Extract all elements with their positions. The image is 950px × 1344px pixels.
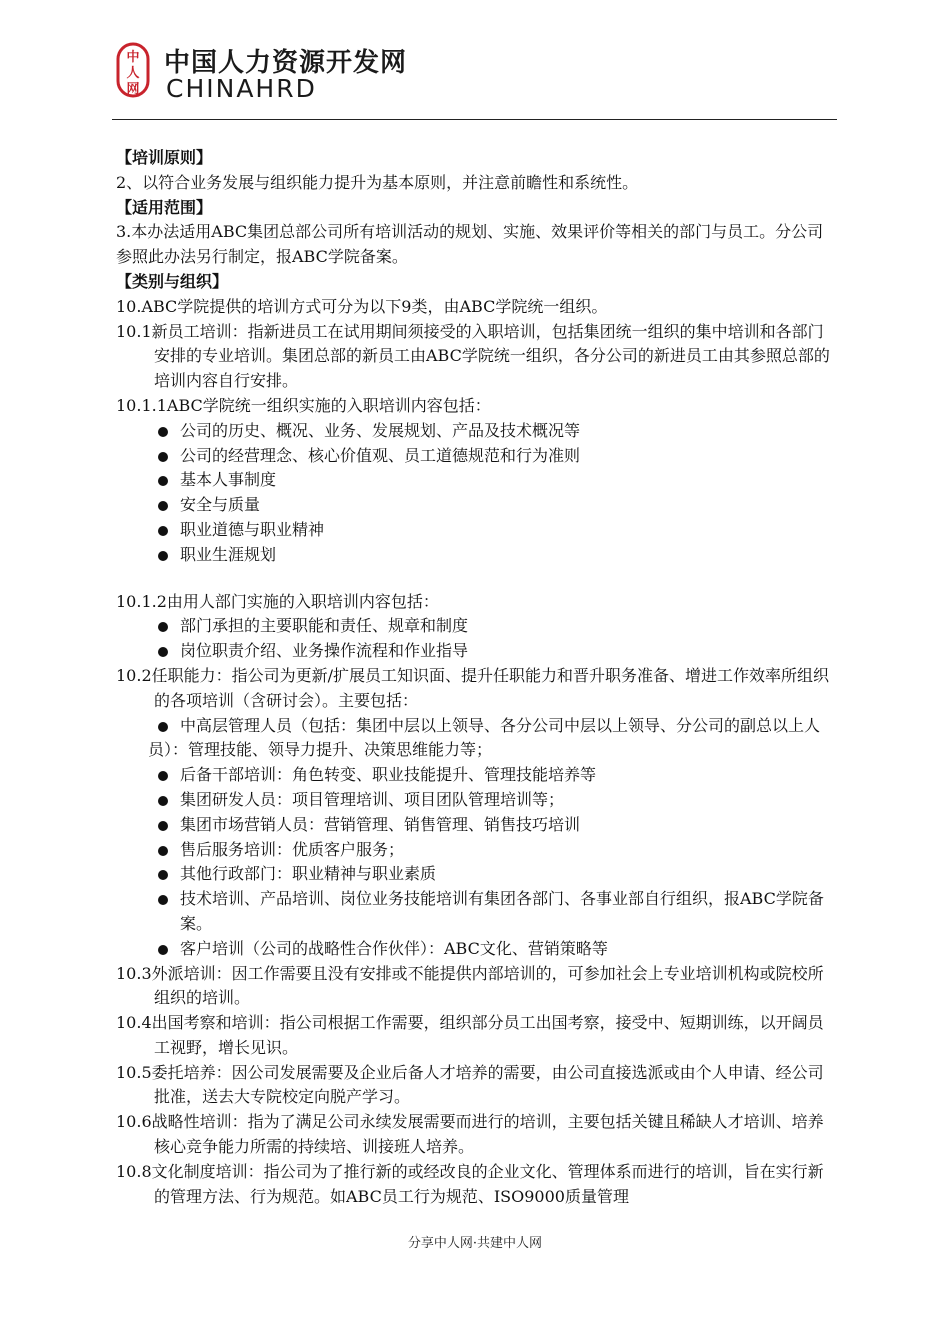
document-body xyxy=(116,146,838,1209)
paragraph: 10.5委托培养：因公司发展需要及企业后备人才培养的需要，由公司直接选派或由个人申请、经公司批准，送去大专院校定向脱产学习。 xyxy=(116,1062,824,1107)
svg-text:中: 中 xyxy=(126,50,140,65)
paragraph: 10.3外派培训：因工作需要且没有安排或不能提供内部培训的，可参加社会上专业培训机构或院校所组织的培训。 xyxy=(116,963,824,1008)
section-title-principle: 【培训原则】 xyxy=(116,148,213,167)
list-item: 岗位职责介绍、业务操作流程和作业指导 xyxy=(116,639,838,664)
bullet-icon xyxy=(158,821,168,831)
bullet-list xyxy=(116,419,838,568)
section-title-category: 【类别与组织】 xyxy=(116,271,229,291)
bullet-icon xyxy=(158,501,168,511)
paragraph: 10.4出国考察和培训：指公司根据工作需要，组织部分员工出国考察，接受中、短期训练，以开阔员工视野，增长见识。 xyxy=(116,1013,824,1057)
list-item: 职业道德与职业精神 xyxy=(116,518,838,543)
bullet-icon xyxy=(158,622,168,632)
paragraph: 10.1.2由用人部门实施的入职培训内容包括： xyxy=(116,591,439,611)
list-item: 部门承担的主要职能和责任、规章和制度 xyxy=(116,614,838,639)
list-item: 其他行政部门：职业精神与职业素质 xyxy=(116,862,838,887)
bullet-icon xyxy=(158,895,168,905)
paragraph: 3.本办法适用ABC集团总部公司所有培训活动的规划、实施、效果评价等相关的部门与员工。分公司参照此办法另行制定，报ABC学院备案。 xyxy=(116,222,824,267)
bullet-list xyxy=(116,614,838,664)
bullet-icon xyxy=(158,771,168,781)
paragraph: 10.ABC学院提供的培训方式可分为以下9类，由ABC学院统一组织。 xyxy=(116,296,608,316)
paragraph: 10.1新员工培训：指新进员工在试用期间须接受的入职培训，包括集团统一组织的集中培训和各部门安排的专业培训。集团总部的新员工由ABC学院统一组织，各分公司的新进员工由其参照总部的培训内容自行安排。 xyxy=(116,321,830,391)
svg-text:网: 网 xyxy=(126,82,140,97)
bullet-icon xyxy=(158,427,168,437)
list-item: 基本人事制度 xyxy=(116,468,838,493)
header-divider xyxy=(112,119,837,120)
paragraph: 10.6战略性培训：指为了满足公司永续发展需要而进行的培训，主要包括关键且稀缺人才培训、培养核心竞争能力所需的持续培、训接班人培养。 xyxy=(116,1112,824,1157)
paragraph: 10.8文化制度培训：指公司为了推行新的或经改良的企业文化、管理体系而进行的培训，旨在实行新的管理方法、行为规范。如ABC员工行为规范、ISO9000质量管理 xyxy=(116,1161,824,1206)
list-item: 技术培训、产品培训、岗位业务技能培训有集团各部门、各事业部自行组织，报ABC学院备案。 xyxy=(116,887,838,937)
bullet-icon xyxy=(158,846,168,856)
svg-text:人: 人 xyxy=(126,66,140,81)
list-item: 公司的历史、概况、业务、发展规划、产品及技术概况等 xyxy=(116,419,838,444)
bullet-icon xyxy=(158,722,168,732)
section-title-scope: 【适用范围】 xyxy=(116,197,213,217)
list-item: 客户培训（公司的战略性合作伙伴）：ABC文化、营销策略等 xyxy=(116,937,838,962)
list-item: 职业生涯规划 xyxy=(116,543,838,568)
page-footer: 分享中人网·共建中人网 xyxy=(407,1236,543,1251)
list-item: 集团研发人员：项目管理培训、项目团队管理培训等； xyxy=(116,788,838,813)
bullet-icon xyxy=(158,945,168,955)
logo-chinese-name: 中国人力资源开发网 xyxy=(164,48,408,78)
bullet-icon xyxy=(158,870,168,880)
bullet-list xyxy=(116,714,838,962)
list-item: 售后服务培训：优质客户服务； xyxy=(116,838,838,863)
list-item: 集团市场营销人员：营销管理、销售管理、销售技巧培训 xyxy=(116,813,838,838)
paragraph: 2、以符合业务发展与组织能力提升为基本原则，并注意前瞻性和系统性。 xyxy=(116,172,639,192)
page-header xyxy=(112,40,837,120)
chinahrd-logo-icon xyxy=(112,40,156,100)
bullet-icon xyxy=(158,551,168,561)
bullet-icon xyxy=(158,647,168,657)
list-item: 安全与质量 xyxy=(116,493,838,518)
logo-english-name: CHINAHRD xyxy=(166,74,317,103)
list-item: 公司的经营理念、核心价值观、员工道德规范和行为准则 xyxy=(116,444,838,469)
bullet-icon xyxy=(158,796,168,806)
bullet-icon xyxy=(158,526,168,536)
bullet-icon xyxy=(158,476,168,486)
paragraph: 10.1.1ABC学院统一组织实施的入职培训内容包括： xyxy=(116,395,491,415)
bullet-icon xyxy=(158,452,168,462)
list-item: 后备干部培训：角色转变、职业技能提升、管理技能培养等 xyxy=(116,763,838,788)
paragraph: 10.2任职能力：指公司为更新/扩展员工知识面、提升任职能力和晋升职务准备、增进工作效率所组织的各项培训（含研讨会）。主要包括： xyxy=(116,665,830,710)
list-item: 中高层管理人员（包括：集团中层以上领导、各分公司中层以上领导、分公司的副总以上人员）：管理技能、领导力提升、决策思维能力等； xyxy=(148,715,821,760)
